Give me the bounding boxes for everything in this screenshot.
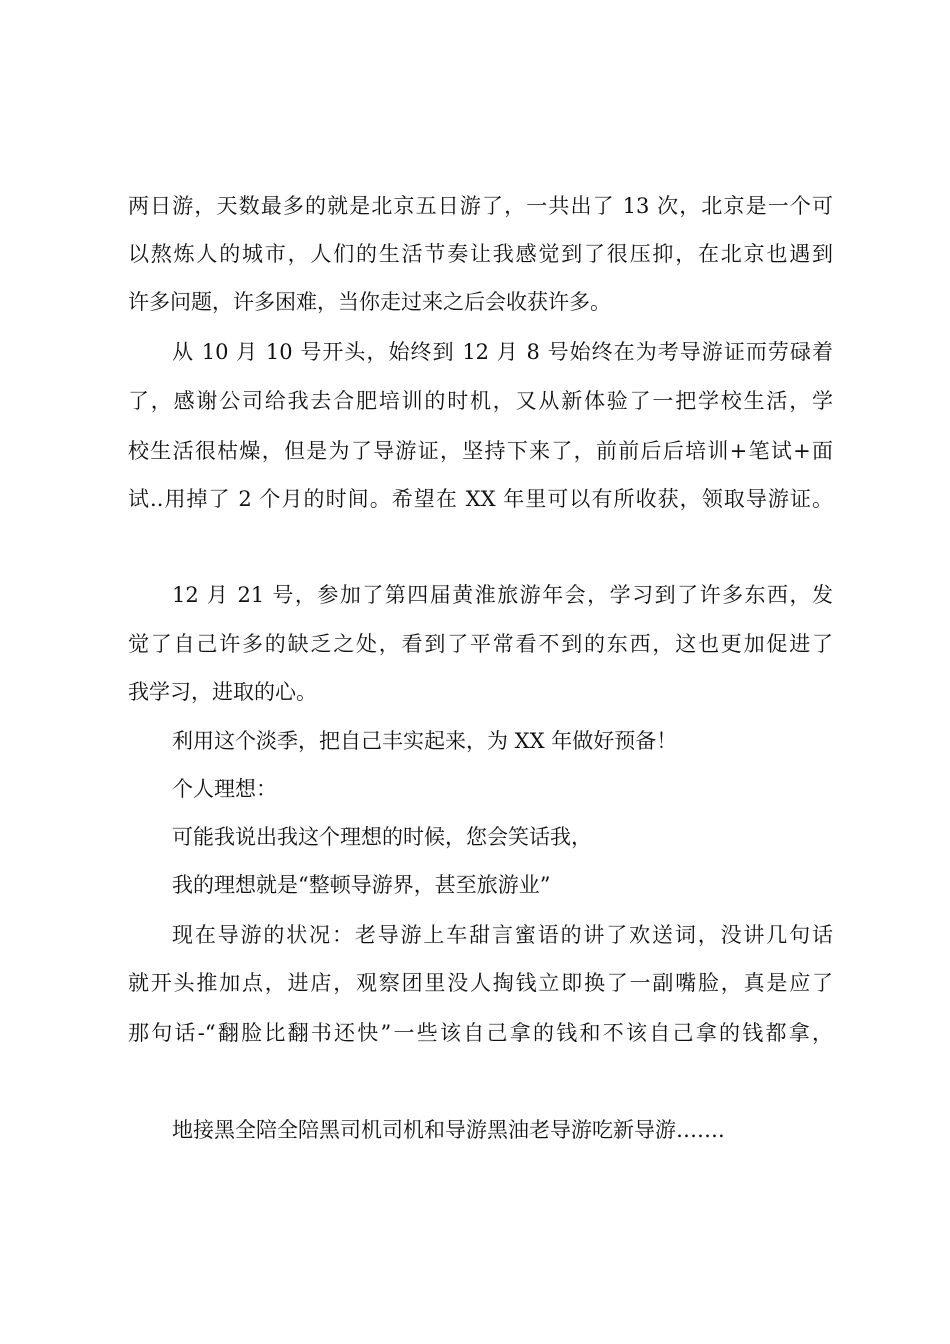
paragraph-7-line-3: 那句话-“翻脸比翻书还快”一些该自己拿的钱和不该自己拿的钱都拿， [128, 1021, 833, 1045]
paragraph-5: 可能我说出我这个理想的时候，您会笑话我， [172, 825, 592, 849]
paragraph-2-line-2: 了，感谢公司给我去合肥培训的时机，又从新体验了一把学校生活，学 [128, 389, 833, 413]
paragraph-2-line-1: 从 10 月 10 号开头，始终到 12 月 8 号始终在为考导游证而劳碌着 [172, 340, 833, 364]
paragraph-4: 利用这个淡季，把自己丰实起来，为 XX 年做好预备！ [172, 729, 678, 753]
paragraph-3-line-3: 我学习，进取的心。 [128, 680, 317, 704]
heading-personal-ideal: 个人理想： [172, 777, 277, 801]
paragraph-7-line-2: 就开头推加点，进店，观察团里没人掏钱立即换了一副嘴脸，真是应了 [128, 971, 833, 995]
paragraph-7-line-1: 现在导游的状况：老导游上车甜言蜜语的讲了欢送词，没讲几句话 [172, 923, 833, 947]
paragraph-2-line-4: 试..用掉了 2 个月的时间。希望在 XX 年里可以有所收获，领取导游证。 [128, 487, 833, 511]
paragraph-8: 地接黑全陪全陪黑司机司机和导游黑油老导游吃新导游……. [172, 1118, 725, 1142]
paragraph-1-line-2: 以熬炼人的城市，人们的生活节奏让我感觉到了很压抑，在北京也遇到 [128, 242, 833, 266]
paragraph-2-line-3: 校生活很枯燥，但是为了导游证，坚持下来了，前前后后培训+笔试+面 [128, 439, 833, 463]
paragraph-3-line-2: 觉了自己许多的缺乏之处，看到了平常看不到的东西，这也更加促进了 [128, 632, 833, 656]
paragraph-1-line-3: 许多问题，许多困难，当你走过来之后会收获许多。 [128, 290, 611, 314]
paragraph-1-line-1: 两日游，天数最多的就是北京五日游了，一共出了 13 次，北京是一个可 [128, 194, 833, 218]
paragraph-6: 我的理想就是“整顿导游界，甚至旅游业” [172, 873, 551, 897]
paragraph-3-line-1: 12 月 21 号，参加了第四届黄淮旅游年会，学习到了许多东西，发 [172, 583, 833, 607]
